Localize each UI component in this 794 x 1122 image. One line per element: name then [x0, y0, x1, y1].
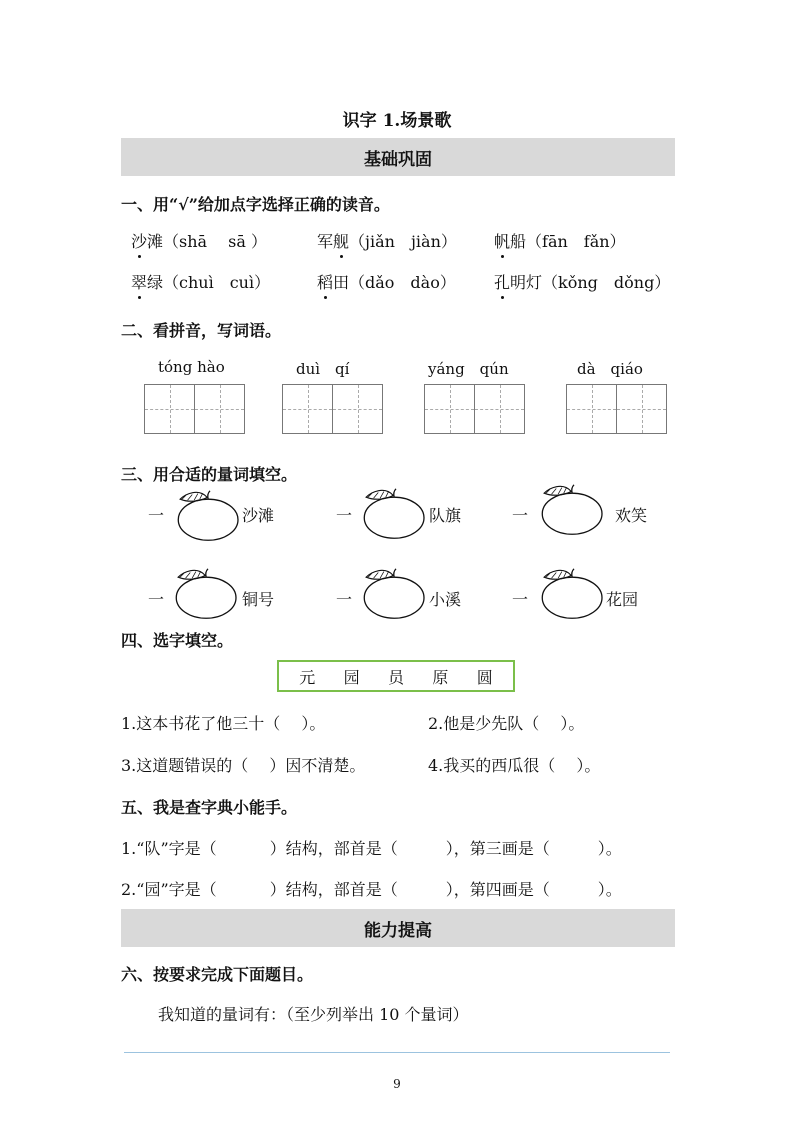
measure-word-one: 一: [148, 590, 165, 609]
dictionary-line: 1.“队”字是（ ）结构，部首是（ ），第三画是（ ）。: [121, 839, 622, 858]
writing-grid[interactable]: [144, 384, 245, 434]
measure-word-noun: 队旗: [429, 506, 462, 525]
writing-grid[interactable]: [424, 384, 525, 434]
apple-blank-icon[interactable]: [360, 566, 432, 622]
question-1-heading: 一、用“√”给加点字选择正确的读音。: [121, 195, 390, 214]
page-number: 9: [393, 1077, 401, 1091]
measure-word-noun: 铜号: [242, 590, 275, 609]
fill-blank-line: 2.他是少先队（ ）。: [428, 714, 585, 733]
measure-word-one: 一: [336, 506, 353, 525]
measure-word-one: 一: [512, 506, 529, 525]
measure-word-one: 一: [148, 506, 165, 525]
fill-blank-line: 4.我买的西瓜很（ ）。: [428, 756, 601, 775]
apple-blank-icon[interactable]: [538, 566, 610, 622]
apple-blank-icon[interactable]: [174, 488, 246, 544]
character-choice-box: [277, 660, 515, 692]
choice-char: 原: [432, 667, 449, 687]
pinyin-item: 翠绿（chuì cuì）: [131, 270, 270, 293]
question-2-heading: 二、看拼音，写词语。: [121, 321, 282, 340]
pinyin-item: 沙滩（shā sā ）: [131, 229, 267, 252]
apple-blank-icon[interactable]: [538, 482, 610, 538]
question-6-text: 我知道的量词有：（至少列举出 10 个量词）: [158, 1005, 469, 1024]
fill-blank-line: 1.这本书花了他三十（ ）。: [121, 714, 326, 733]
page-title: 识字 1.场景歌: [342, 111, 452, 131]
measure-word-noun: 沙滩: [242, 506, 275, 525]
pinyin-item: 孔明灯（kǒng dǒng）: [494, 270, 670, 293]
pinyin-item: 稻田（dǎo dào）: [317, 270, 456, 293]
pinyin-item: 军舰（jiǎn jiàn）: [317, 229, 457, 252]
pinyin-label: duì qí: [296, 360, 350, 378]
pinyin-item: 帆船（fān fǎn）: [494, 229, 626, 252]
apple-blank-icon[interactable]: [360, 486, 432, 542]
dictionary-line: 2.“园”字是（ ）结构，部首是（ ），第四画是（ ）。: [121, 880, 622, 899]
section-band-basic: 基础巩固: [121, 138, 675, 176]
measure-word-noun: 欢笑: [615, 506, 648, 525]
choice-char: 园: [343, 667, 360, 687]
question-6-heading: 六、按要求完成下面题目。: [121, 965, 314, 984]
apple-blank-icon[interactable]: [172, 566, 244, 622]
footer-divider: [124, 1052, 670, 1053]
measure-word-noun: 花园: [606, 590, 639, 609]
measure-word-one: 一: [512, 590, 529, 609]
writing-grid[interactable]: [282, 384, 383, 434]
choice-char: 圆: [476, 667, 493, 687]
pinyin-label: dà qiáo: [577, 360, 643, 378]
pinyin-label: tóng hào: [158, 358, 225, 376]
writing-grid[interactable]: [566, 384, 667, 434]
question-3-heading: 三、用合适的量词填空。: [121, 465, 298, 484]
choice-char: 员: [387, 667, 404, 687]
pinyin-label: yáng qún: [428, 360, 509, 378]
section-band-advanced: 能力提高: [121, 909, 675, 947]
measure-word-one: 一: [336, 590, 353, 609]
question-5-heading: 五、我是查字典小能手。: [121, 798, 298, 817]
measure-word-noun: 小溪: [429, 590, 462, 609]
question-4-heading: 四、选字填空。: [121, 631, 234, 650]
choice-char: 元: [299, 667, 316, 687]
fill-blank-line: 3.这道题错误的（ ）因不清楚。: [121, 756, 366, 775]
